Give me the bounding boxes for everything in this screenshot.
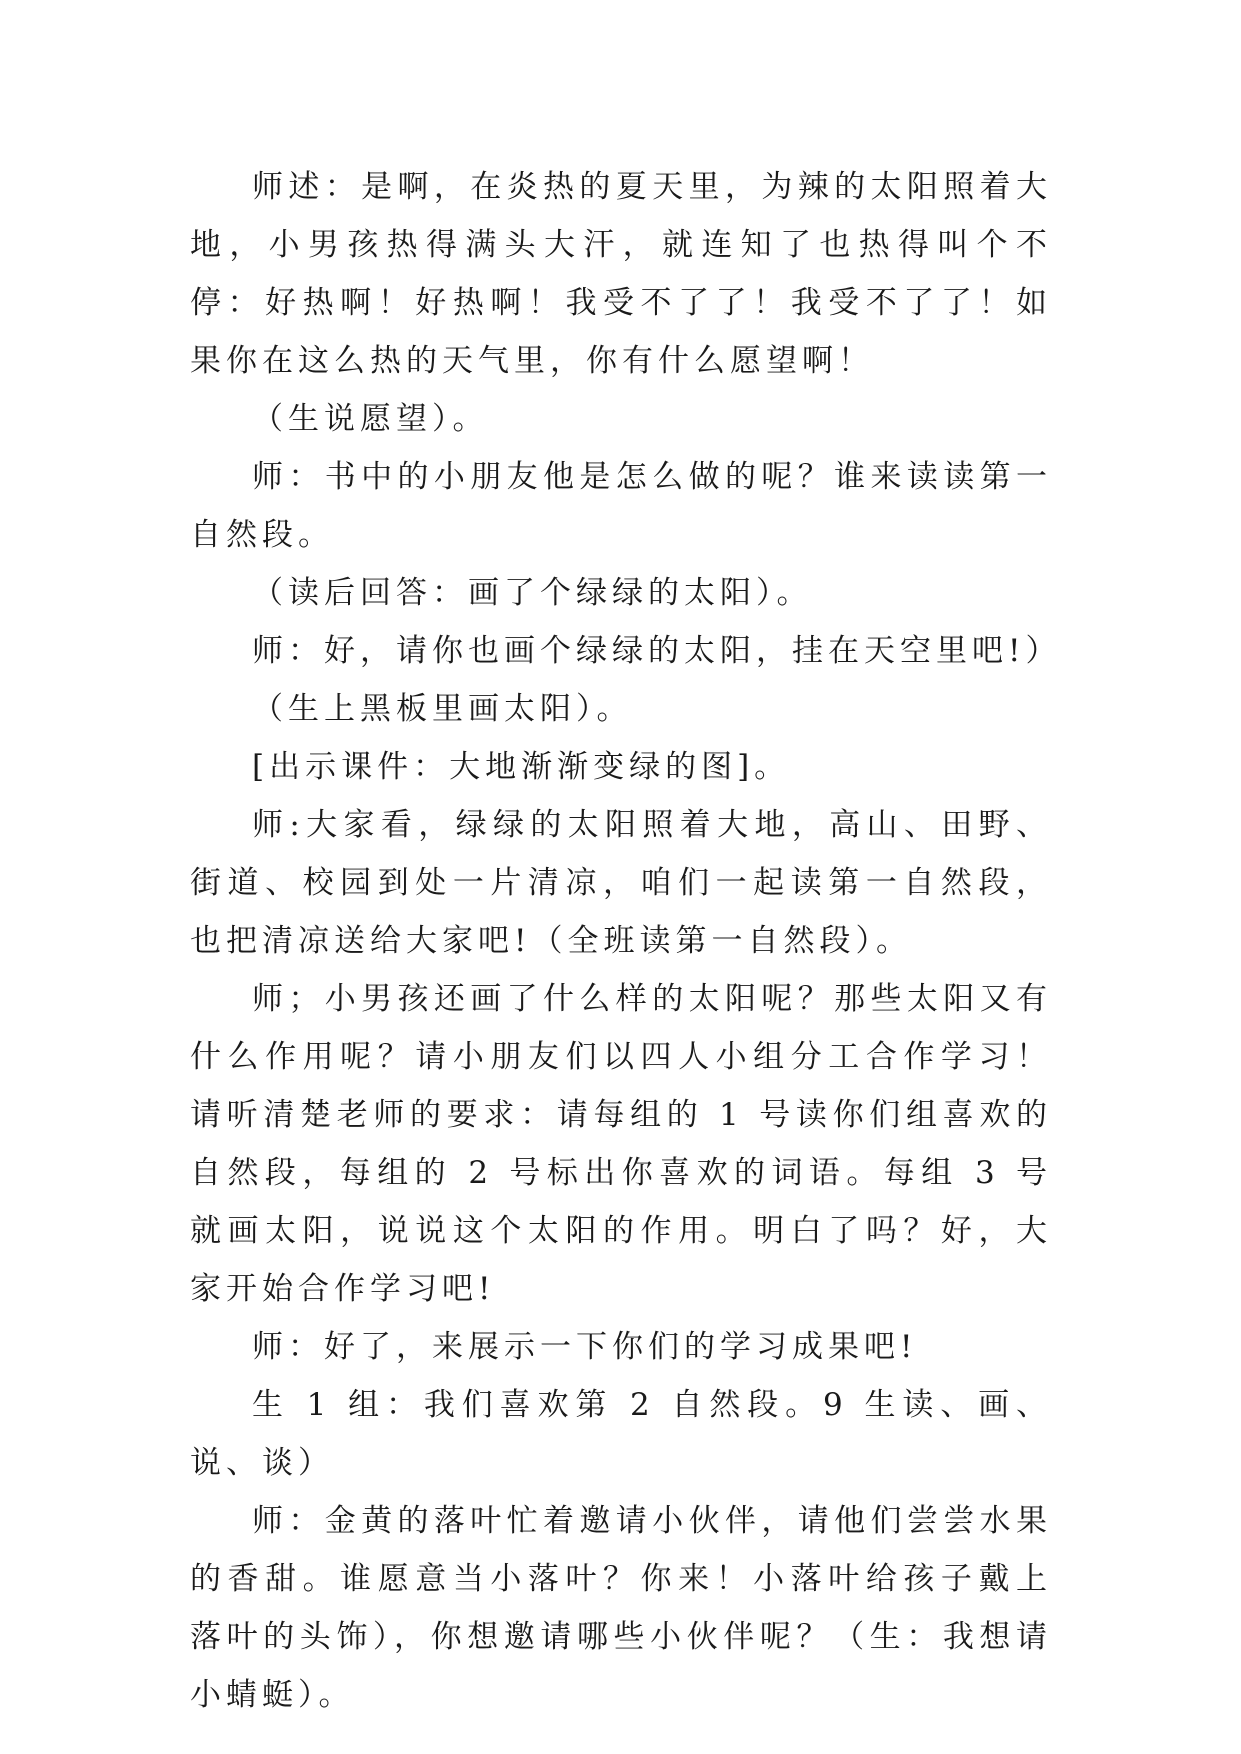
paragraph: （生上黑板里画太阳）。 (252, 691, 633, 727)
paragraph: 师：书中的小朋友他是怎么做的呢？谁来读读第一自然段。 (190, 459, 1052, 553)
paragraph: （生说愿望）。 (252, 401, 489, 437)
paragraph: 师：金黄的落叶忙着邀请小伙伴，请他们尝尝水果的香甜。谁愿意当小落叶？你来！小落叶给孩子戴上落叶的头饰），你想邀请哪些小伙伴呢？（生：我想请小蜻蜓）。 (190, 1503, 1052, 1713)
paragraph: 师述：是啊，在炎热的夏天里，为辣的太阳照着大地，小男孩热得满头大汗，就连知了也热得叫个不停：好热啊！好热啊！我受不了了！我受不了了！如果你在这么热的天气里，你有什么愿望啊！ (190, 169, 1052, 379)
paragraph: 师：好，请你也画个绿绿的太阳，挂在天空里吧!） (252, 633, 1062, 669)
paragraph: 生 1 组：我们喜欢第 2 自然段。9 生读、画、说、谈） (190, 1387, 1052, 1481)
paragraph: 师；小男孩还画了什么样的太阳呢？那些太阳又有什么作用呢？请小朋友们以四人小组分工合作学习！请听清楚老师的要求：请每组的 1 号读你们组喜欢的自然段，每组的 2 号标出你喜欢的词语。每组 3 号就画太阳，说说这个太阳的作用。明白了吗？好，大家开始合作学习吧! (190, 981, 1052, 1307)
paragraph: （读后回答：画了个绿绿的太阳）。 (252, 575, 813, 611)
document-body (190, 158, 1062, 1724)
paragraph: 师：好了，来展示一下你们的学习成果吧! (252, 1329, 918, 1365)
paragraph: 师:大家看，绿绿的太阳照着大地，高山、田野、街道、校园到处一片清凉，咱们一起读第一自然段，也把清凉送给大家吧!（全班读第一自然段）。 (190, 807, 1052, 959)
paragraph: [出示课件：大地渐渐变绿的图]。 (252, 749, 791, 785)
